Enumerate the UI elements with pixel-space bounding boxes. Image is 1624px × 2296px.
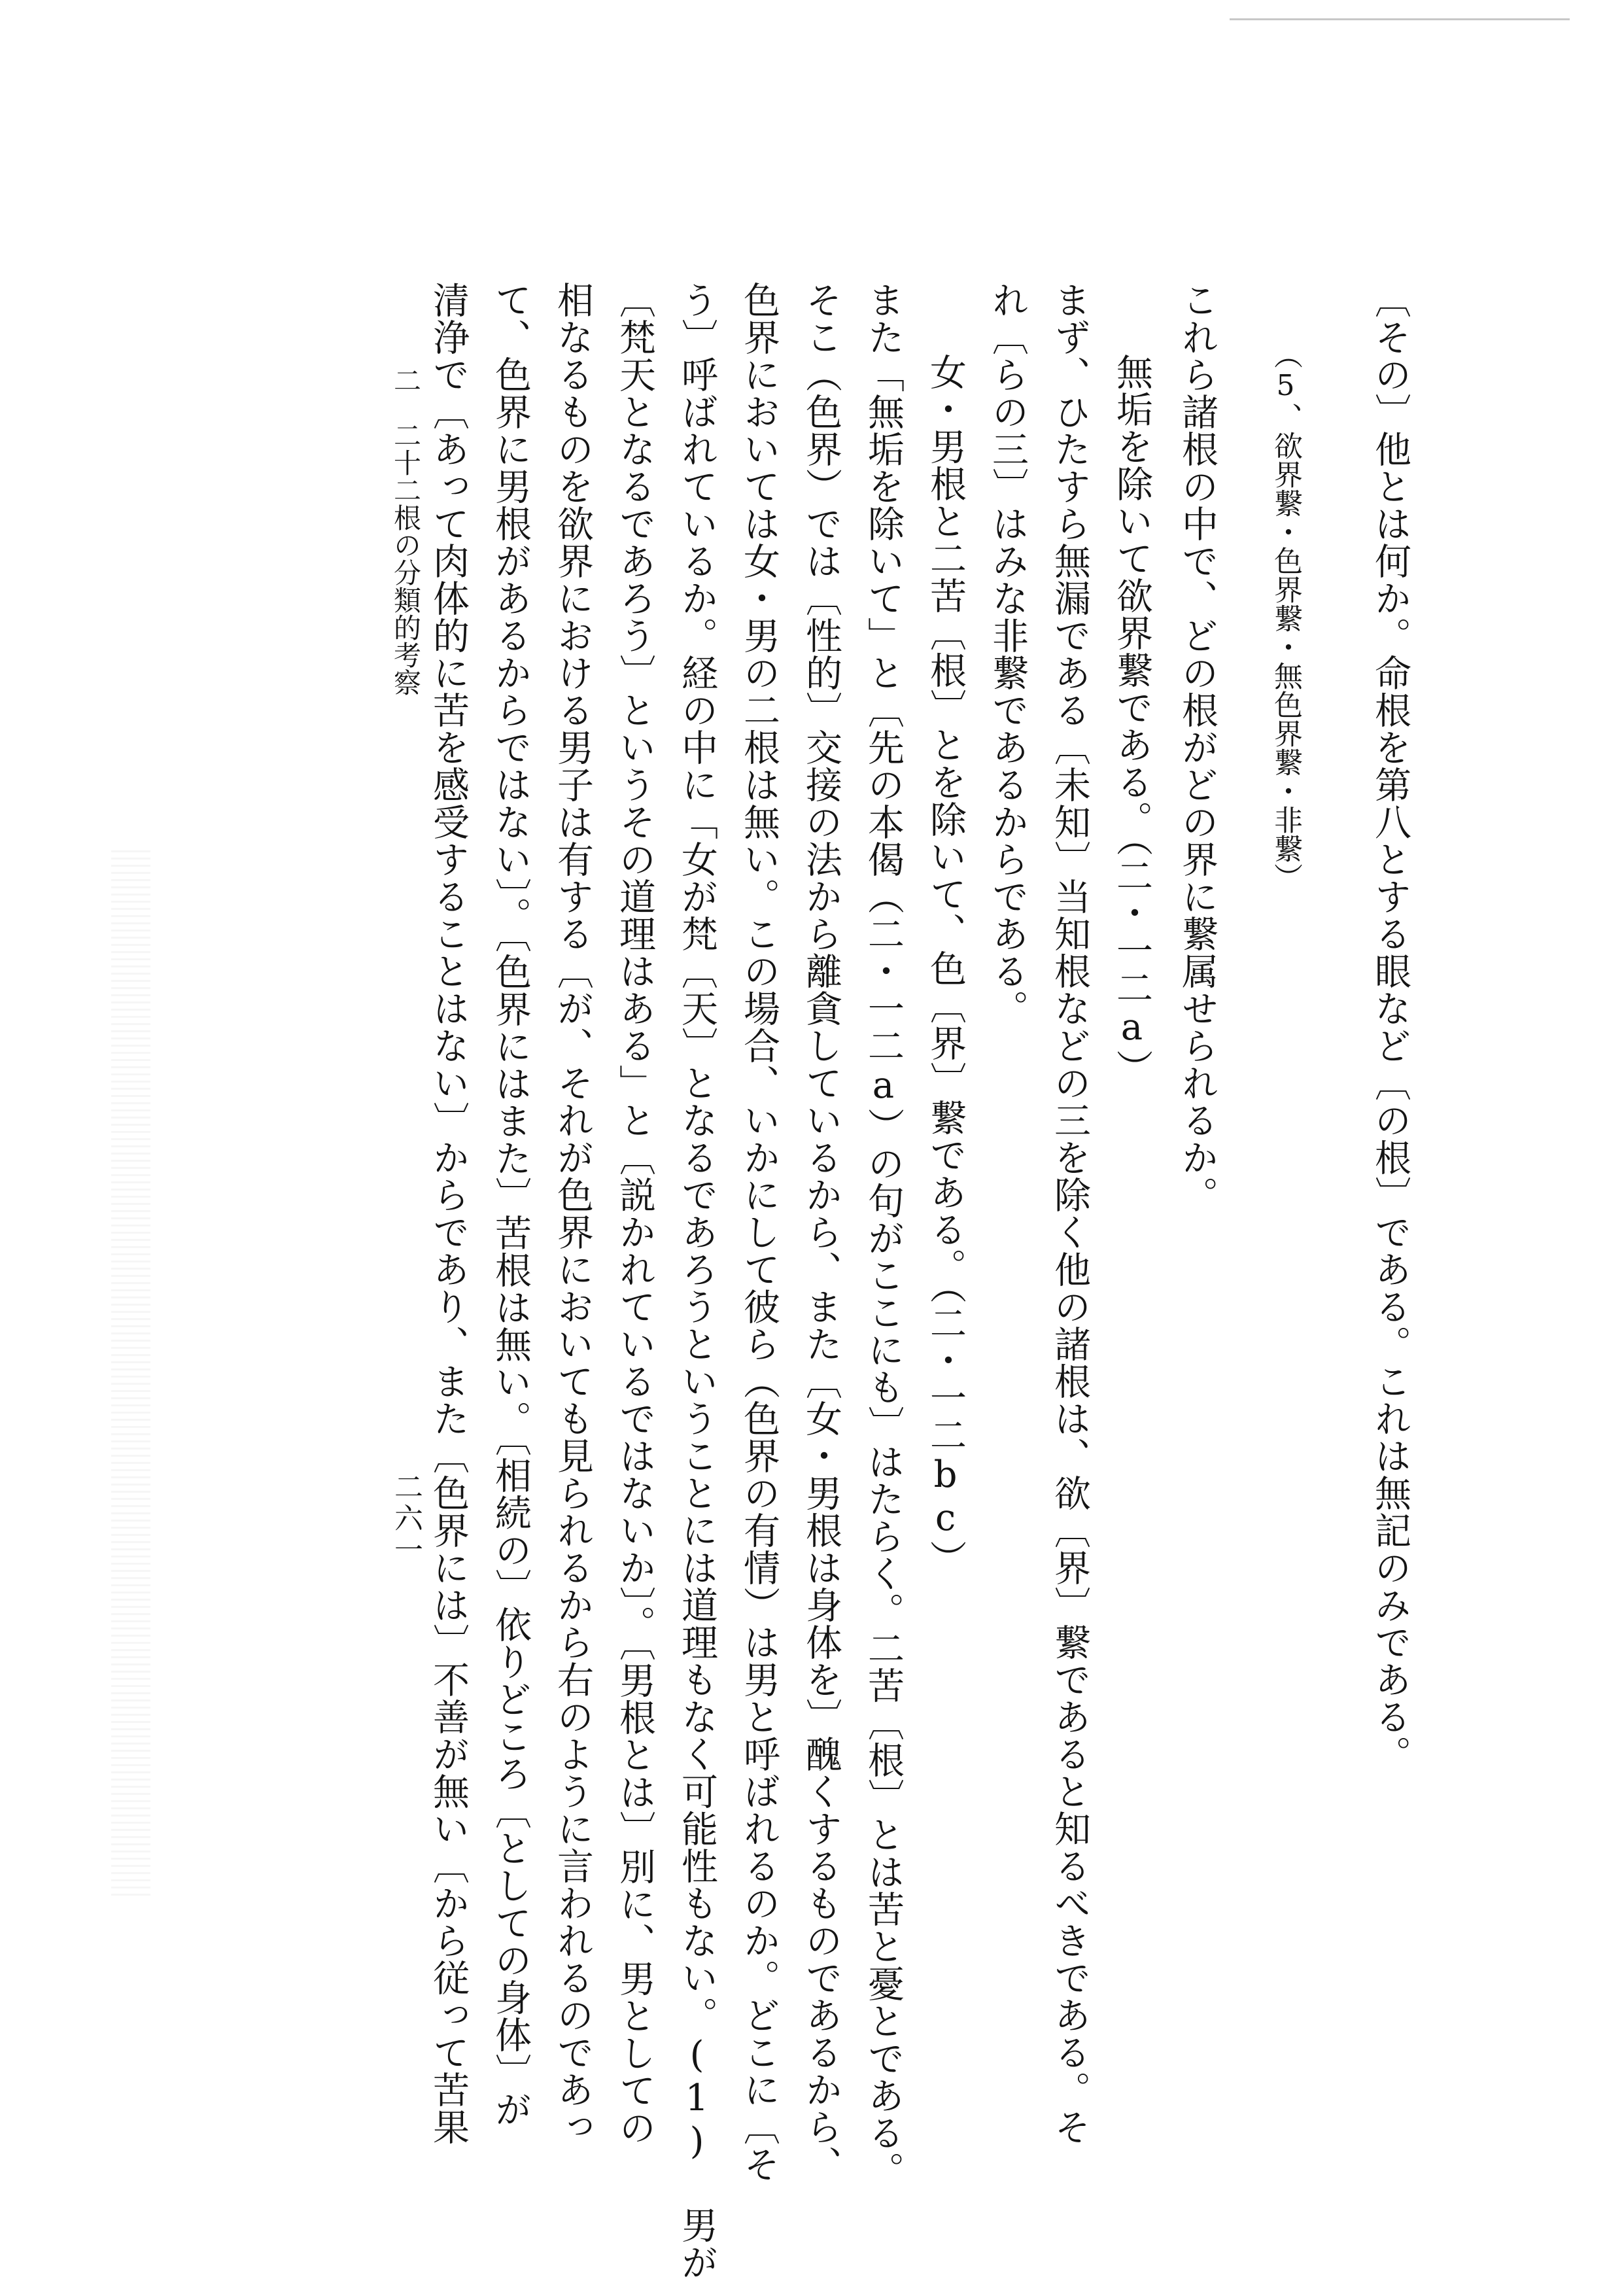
- section-heading: （5、欲界繋・色界繋・無色界繋・非繋）: [1269, 340, 1302, 892]
- text-column-8: そこ（色界）では〔性的〕交接の法から離貪しているから、また〔女・男根は身体を〕醜くするものであるから、: [800, 281, 842, 2183]
- text-column-10: う〕呼ばれているか。経の中に「女が梵〔天〕となるであろうということには道理もなく可能性もない。(1) 男が: [676, 281, 718, 2281]
- text-column-7: また「無垢を除いて」と〔先の本偈（二・一二a）の句がここにも〕はたらく。二苦〔根〕とは苦と憂とである。: [862, 281, 905, 2189]
- text-column-12: 相なるものを欲界における男子は有する〔が、それが色界においても見られるから右のように言われるのであっ: [551, 281, 594, 2146]
- text-column-3: 無垢を除いて欲界繋である。（二・一二a）: [1111, 353, 1153, 1087]
- text-column-9: 色界においては女・男の二根は無い。この場合、いかにして彼ら（色界の有情）は男と呼ばれるのか。どこに〔そ: [738, 281, 780, 2183]
- text-column-2: これら諸根の中で、どの根がどの界に繋属せられるか。: [1176, 281, 1218, 1213]
- text-column-5: れ〔らの三〕はみな非繋であるからである。: [986, 281, 1029, 1027]
- running-footer: 二 二十二根の分類的考察: [390, 366, 422, 696]
- text-column-4: まず、ひたすら無漏である〔未知〕当知根などの三を除く他の諸根は、欲〔界〕繋であると知るべきである。そ: [1048, 281, 1091, 2146]
- page-number: 二六一: [389, 1472, 423, 1566]
- scan-edge-noise: [111, 850, 150, 1897]
- text-column-14: 清浄で〔あって肉体的に苦を感受することはない〕からであり、また〔色界には〕不善が無い〔から従って苦果: [427, 281, 470, 2146]
- header-rule: [1230, 18, 1570, 20]
- text-column-6: 女・男根と二苦〔根〕とを除いて、色〔界〕繋である。（二・一二bc）: [924, 353, 967, 1577]
- text-column-1: 〔その〕他とは何か。命根を第八とする眼など〔の根〕である。これは無記のみである。: [1369, 281, 1411, 1773]
- text-column-13: て、色界に男根があるからではない〕。〔色界にはまた〕苦根は無い。〔相続の〕依りどころ〔としての身体〕が: [489, 281, 532, 2128]
- text-column-11: 〔梵天となるであろう〕というその道理はある」と〔説かれているではないか〕。〔男根とは〕別に、男としての: [613, 281, 656, 2146]
